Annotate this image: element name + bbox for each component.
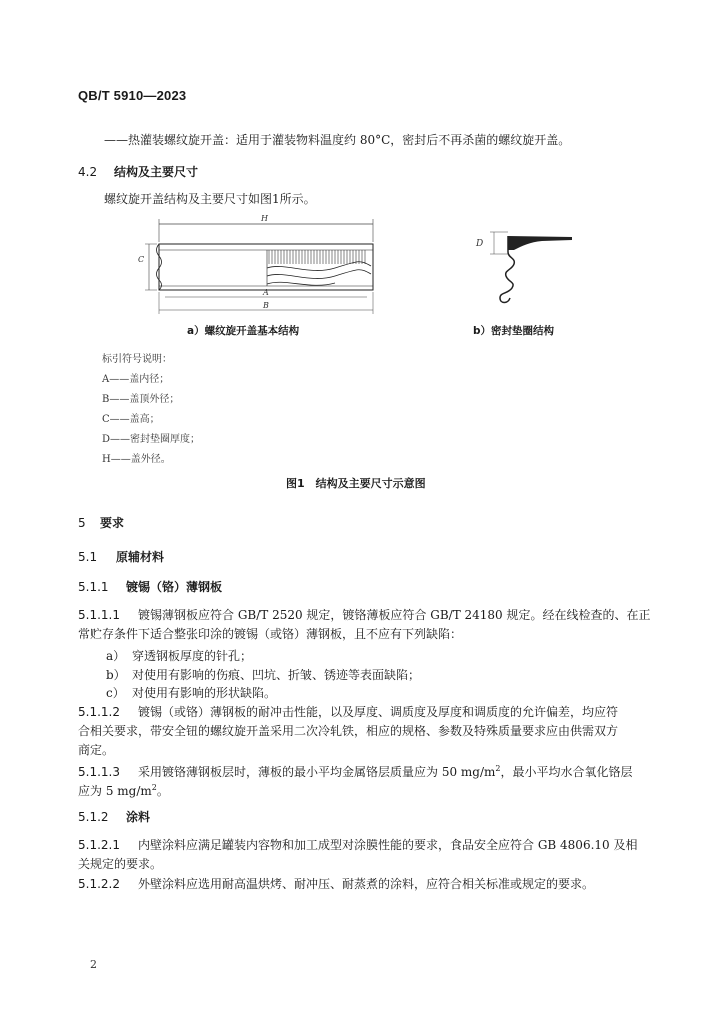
section-title: 要求: [100, 516, 125, 530]
list-item-a: [106, 647, 252, 666]
list-text: 穿透钢板厚度的针孔；: [132, 649, 253, 663]
legend-title: 标引符号说明：: [102, 354, 172, 365]
section-number: 5.1.2: [78, 810, 109, 824]
section-title: 结构及主要尺寸: [114, 165, 199, 179]
para-5-1-2-1-line1: [78, 836, 637, 855]
para-text: 镀锡（或铬）薄钢板的耐冲击性能，以及厚度、调质度及厚度和调质度的允许偏差，均应符: [138, 705, 619, 719]
para-5-1-1-2-line2: 合相关要求，带安全钮的螺纹旋开盖采用二次冷轧铁，相应的规格、参数及特殊质量要求应由供需双方: [78, 724, 619, 738]
para-5-1-1-1-line1: [78, 606, 651, 625]
section-title: 原辅材料: [116, 550, 165, 564]
para-number: 5.1.2.2: [78, 877, 120, 891]
standard-code: QB/T 5910—2023: [78, 88, 187, 103]
para-5-1-1-2-line3: 商定。: [78, 743, 115, 757]
figure-caption-b: b）密封垫圈结构: [473, 325, 555, 337]
label-A: A: [263, 288, 269, 297]
para-text: 采用镀铬薄钢板层时，薄板的最小平均金属铬层质量应为 50 mg/m: [138, 765, 496, 779]
gasket-structure-diagram: [468, 222, 580, 308]
section-number: 4.2: [78, 165, 98, 179]
section-4-2-text: 螺纹旋开盖结构及主要尺寸如图1所示。: [104, 192, 316, 206]
label-C: C: [138, 255, 145, 264]
para-5-1-1-1-line2: 常贮存条件下适合整张印涂的镀锡（或铬）薄钢板，且不应有下列缺陷：: [78, 627, 463, 641]
section-5-1-2-heading: [78, 808, 150, 825]
para-text: 外壁涂料应选用耐高温烘烤、耐冲压、耐蒸煮的涂料，应符合相关标准或规定的要求。: [138, 877, 595, 891]
para-5-1-1-3-line2: [78, 782, 169, 801]
para-text: 应为 5 mg/m: [78, 784, 152, 798]
para-5-1-1-2-line1: [78, 703, 618, 722]
list-marker: c）: [106, 686, 125, 700]
legend-item-A: A——盖内径；: [102, 374, 170, 385]
section-4-2-heading: [78, 163, 198, 180]
page-number: 2: [90, 958, 97, 971]
superscript: 2: [151, 783, 157, 792]
list-text: 对使用有影响的形状缺陷。: [132, 686, 277, 700]
figure-caption-a: a）螺纹旋开盖基本结构: [187, 325, 300, 337]
label-B: B: [263, 301, 269, 310]
figure-title: 图1 结构及主要尺寸示意图: [286, 477, 426, 490]
cap-structure-diagram: [135, 210, 385, 318]
label-D: D: [476, 239, 484, 249]
intro-line: ——热灌装螺纹旋开盖：适用于灌装物料温度约 80°C，密封后不再杀菌的螺纹旋开盖。: [104, 133, 571, 147]
section-title: 镀锡（铬）薄钢板: [126, 580, 223, 594]
legend-item-H: H——盖外径。: [102, 454, 171, 465]
para-text: 镀锡薄钢板应符合 GB/T 2520 规定，镀铬薄板应符合 GB/T 24180 规定。经在线检查的、在正: [138, 608, 651, 622]
list-text: 对使用有影响的伤痕、凹坑、折皱、锈迹等表面缺陷；: [132, 668, 421, 682]
para-text: 内壁涂料应满足罐装内容物和加工成型对涂膜性能的要求，食品安全应符合 GB 4806.10 及相: [138, 838, 638, 852]
para-number: 5.1.1.1: [78, 608, 120, 622]
list-item-c: [106, 684, 276, 703]
section-5-heading: [78, 514, 124, 531]
legend-item-D: D——密封垫圈厚度；: [102, 434, 201, 445]
para-number: 5.1.1.3: [78, 765, 120, 779]
para-5-1-2-2-line1: [78, 875, 594, 894]
list-marker: b）: [106, 668, 126, 682]
section-title: 涂料: [126, 810, 151, 824]
section-5-1-heading: [78, 548, 164, 565]
legend-item-B: B——盖顶外径；: [102, 394, 180, 405]
para-5-1-1-3-line1: [78, 763, 633, 782]
para-number: 5.1.2.1: [78, 838, 120, 852]
section-number: 5: [78, 516, 86, 530]
label-H: H: [261, 214, 268, 223]
para-text: 。: [156, 784, 169, 798]
section-number: 5.1.1: [78, 580, 109, 594]
para-number: 5.1.1.2: [78, 705, 120, 719]
superscript: 2: [495, 764, 501, 773]
para-text: ，最小平均水合氧化铬层: [500, 765, 633, 779]
list-item-b: [106, 666, 420, 685]
section-number: 5.1: [78, 550, 98, 564]
legend-item-C: C——盖高；: [102, 414, 160, 425]
para-5-1-2-1-line2: 关规定的要求。: [78, 857, 163, 871]
list-marker: a）: [106, 649, 126, 663]
section-5-1-1-heading: [78, 578, 222, 595]
